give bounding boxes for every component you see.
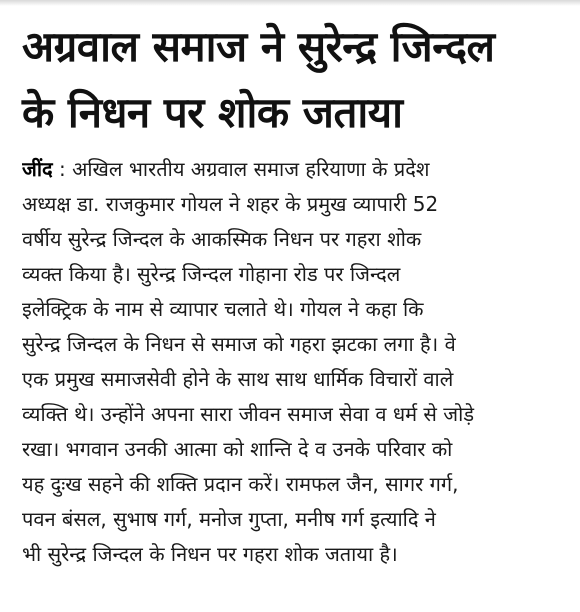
article-body: [22, 152, 562, 572]
article-line-9: रखा। भगवान उनकी आत्मा को शान्ति दे व उनके परिवार को: [22, 437, 453, 461]
article-line-10: यह दुःख सहने की शक्ति प्रदान करें। रामफल जैन, सागर गर्ग,: [22, 472, 459, 496]
article-line-6: सुरेन्द्र जिन्दल के निधन से समाज को गहरा झटका लगा है। वे: [22, 332, 456, 356]
article-line-5: इलेक्ट्रिक के नाम से व्यापार चलाते थे। गोयल ने कहा कि: [22, 297, 424, 321]
article-line-3: वर्षीय सुरेन्द्र जिन्दल के आकस्मिक निधन पर गहरा शोक: [22, 227, 422, 251]
headline: [22, 14, 567, 146]
article-line-12: भी सुरेन्द्र जिन्दल के निधन पर गहरा शोक जताया है।: [22, 542, 398, 566]
article-line-1: [22, 152, 562, 187]
dateline: जींद: [22, 157, 53, 181]
article-line-4: व्यक्त किया है। सुरेन्द्र जिन्दल गोहाना रोड पर जिन्दल: [22, 262, 401, 286]
article-line-11: पवन बंसल, सुभाष गर्ग, मनोज गुप्ता, मनीष गर्ग इत्यादि ने: [22, 507, 436, 531]
article-line-7: एक प्रमुख समाजसेवी होने के साथ साथ धार्मिक विचारों वाले: [22, 367, 454, 391]
headline-line-2: के निधन पर शोक जताया: [22, 88, 403, 137]
article-line-2: अध्यक्ष डा. राजकुमार गोयल ने शहर के प्रमुख व्यापारी 52: [22, 192, 439, 216]
headline-line-1: अग्रवाल समाज ने सुरेन्द्र जिन्दल: [22, 22, 495, 71]
article-line-8: व्यक्ति थे। उन्होंने अपना सारा जीवन समाज सेवा व धर्म से जोड़े: [22, 402, 475, 426]
article-line-1-text: : अखिल भारतीय अग्रवाल समाज हरियाणा के प्रदेश: [52, 157, 430, 181]
top-edge-shadow: [0, 0, 580, 6]
